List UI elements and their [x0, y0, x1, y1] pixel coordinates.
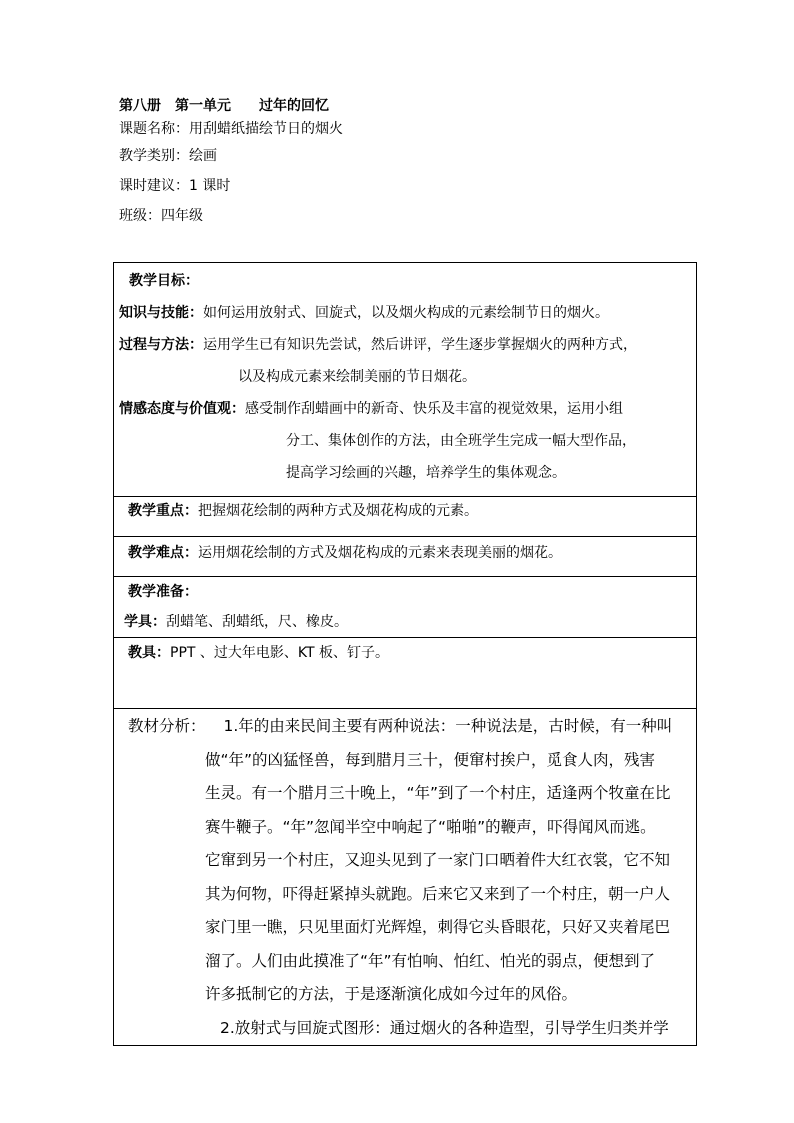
- student-tools-line: [124, 607, 691, 637]
- student-tools-text: 刮蜡笔、刮蜡纸，尺、橡皮。: [166, 614, 348, 630]
- emotion-line-3: 提高学习绘画的兴趣，培养学生的集体观念。: [286, 465, 566, 481]
- lesson-plan-table: [113, 262, 697, 1046]
- preparation-cell: [114, 577, 697, 638]
- key-point-line: [128, 497, 691, 529]
- preparation-row: [114, 577, 697, 638]
- process-line: [119, 329, 691, 361]
- emotion-text-1: 感受制作刮蜡画中的新奇、快乐及丰富的视觉效果，运用小组: [245, 401, 623, 417]
- process-text-1: 运用学生已有知识先尝试，然后讲评，学生逐步掌握烟火的两种方式，: [203, 337, 637, 353]
- teacher-tools-cell: [114, 638, 697, 709]
- key-point-label: 教学重点：: [128, 503, 198, 519]
- preparation-title: 教学准备：: [128, 584, 198, 600]
- key-point-cell: [114, 497, 697, 537]
- difficulty-cell: [114, 537, 697, 577]
- knowledge-label: 知识与技能：: [119, 305, 203, 321]
- emotion-line-2: 分工、集体创作的方法，由全班学生完成一幅大型作品，: [286, 433, 636, 449]
- student-tools-label: 学具：: [124, 614, 166, 630]
- unit-label: 第一单元: [175, 98, 231, 114]
- teacher-tools-text: PPT 、过大年电影、KT 板、钉子。: [170, 645, 389, 661]
- key-point-text: 把握烟花绘制的两种方式及烟花构成的元素。: [198, 503, 478, 519]
- difficulty-text: 运用烟花绘制的方式及烟花构成的元素来表现美丽的烟花。: [198, 545, 562, 561]
- analysis-line-6: 其为何物，吓得赶紧掉头就跑。后来它又来到了一个村庄，朝一户人: [205, 884, 671, 903]
- analysis-line-4: 赛牛鞭子。“年”忽闻半空中响起了“啪啪”的鞭声，吓得闻风而逃。: [205, 817, 656, 836]
- grade-line: 班级：四年级: [119, 208, 203, 224]
- analysis-line-1: [128, 710, 691, 744]
- analysis-line-5: 它窜到另一个村庄，又迎头见到了一家门口晒着件大红衣裳，它不知: [205, 851, 671, 869]
- difficulty-label: 教学难点：: [128, 545, 198, 561]
- emotion-label: 情感态度与价值观：: [119, 401, 245, 417]
- analysis-text-1: 1.年的由来民间主要有两种说法：一种说法是，古时候，有一种叫: [223, 717, 673, 735]
- book-label: 第八册: [119, 98, 161, 114]
- process-line-2: 以及构成元素来绘制美丽的节日烟花。: [238, 369, 476, 385]
- emotion-line: [119, 393, 691, 425]
- key-point-row: [114, 497, 697, 537]
- difficulty-line: [128, 537, 691, 569]
- lesson-header-line: [119, 97, 329, 115]
- objectives-cell: [114, 263, 697, 497]
- analysis-cell: [114, 709, 697, 1046]
- analysis-line-9: 许多抵制它的方法，于是逐渐演化成如今过年的风俗。: [205, 985, 578, 1003]
- analysis-line-10: 2.放射式与回旋式图形：通过烟火的各种造型，引导学生归类并学: [220, 1018, 669, 1037]
- knowledge-text: 如何运用放射式、回旋式，以及烟火构成的元素绘制节日的烟火。: [203, 305, 609, 321]
- objectives-title: 教学目标：: [129, 273, 199, 289]
- knowledge-line: [119, 297, 691, 329]
- teacher-tools-line: [128, 638, 691, 670]
- analysis-line-8: 溜了。人们由此摸准了“年”有怕响、怕红、怕光的弱点，便想到了: [205, 951, 656, 970]
- difficulty-row: [114, 537, 697, 577]
- lesson-title: 过年的回忆: [259, 98, 329, 114]
- hours-line: 课时建议：1 课时: [119, 178, 231, 194]
- analysis-line-7: 家门里一瞧，只见里面灯光辉煌，刺得它头昏眼花，只好又夹着尾巴: [205, 918, 671, 936]
- analysis-line-3: 生灵。有一个腊月三十晚上，“年”到了一个村庄，适逢两个牧童在比: [205, 784, 671, 802]
- analysis-label: 教材分析：: [128, 717, 206, 735]
- analysis-line-2: 做“年”的凶猛怪兽，每到腊月三十，便窜村挨户，觅食人肉，残害: [205, 750, 656, 769]
- topic-line: 课题名称：用刮蜡纸描绘节日的烟火: [119, 121, 343, 137]
- process-label: 过程与方法：: [119, 337, 203, 353]
- analysis-row: [114, 709, 697, 1046]
- teacher-tools-row: [114, 638, 697, 709]
- category-line: 教学类别：绘画: [119, 148, 217, 164]
- teacher-tools-label: 教具：: [128, 645, 170, 661]
- objectives-row: [114, 263, 697, 497]
